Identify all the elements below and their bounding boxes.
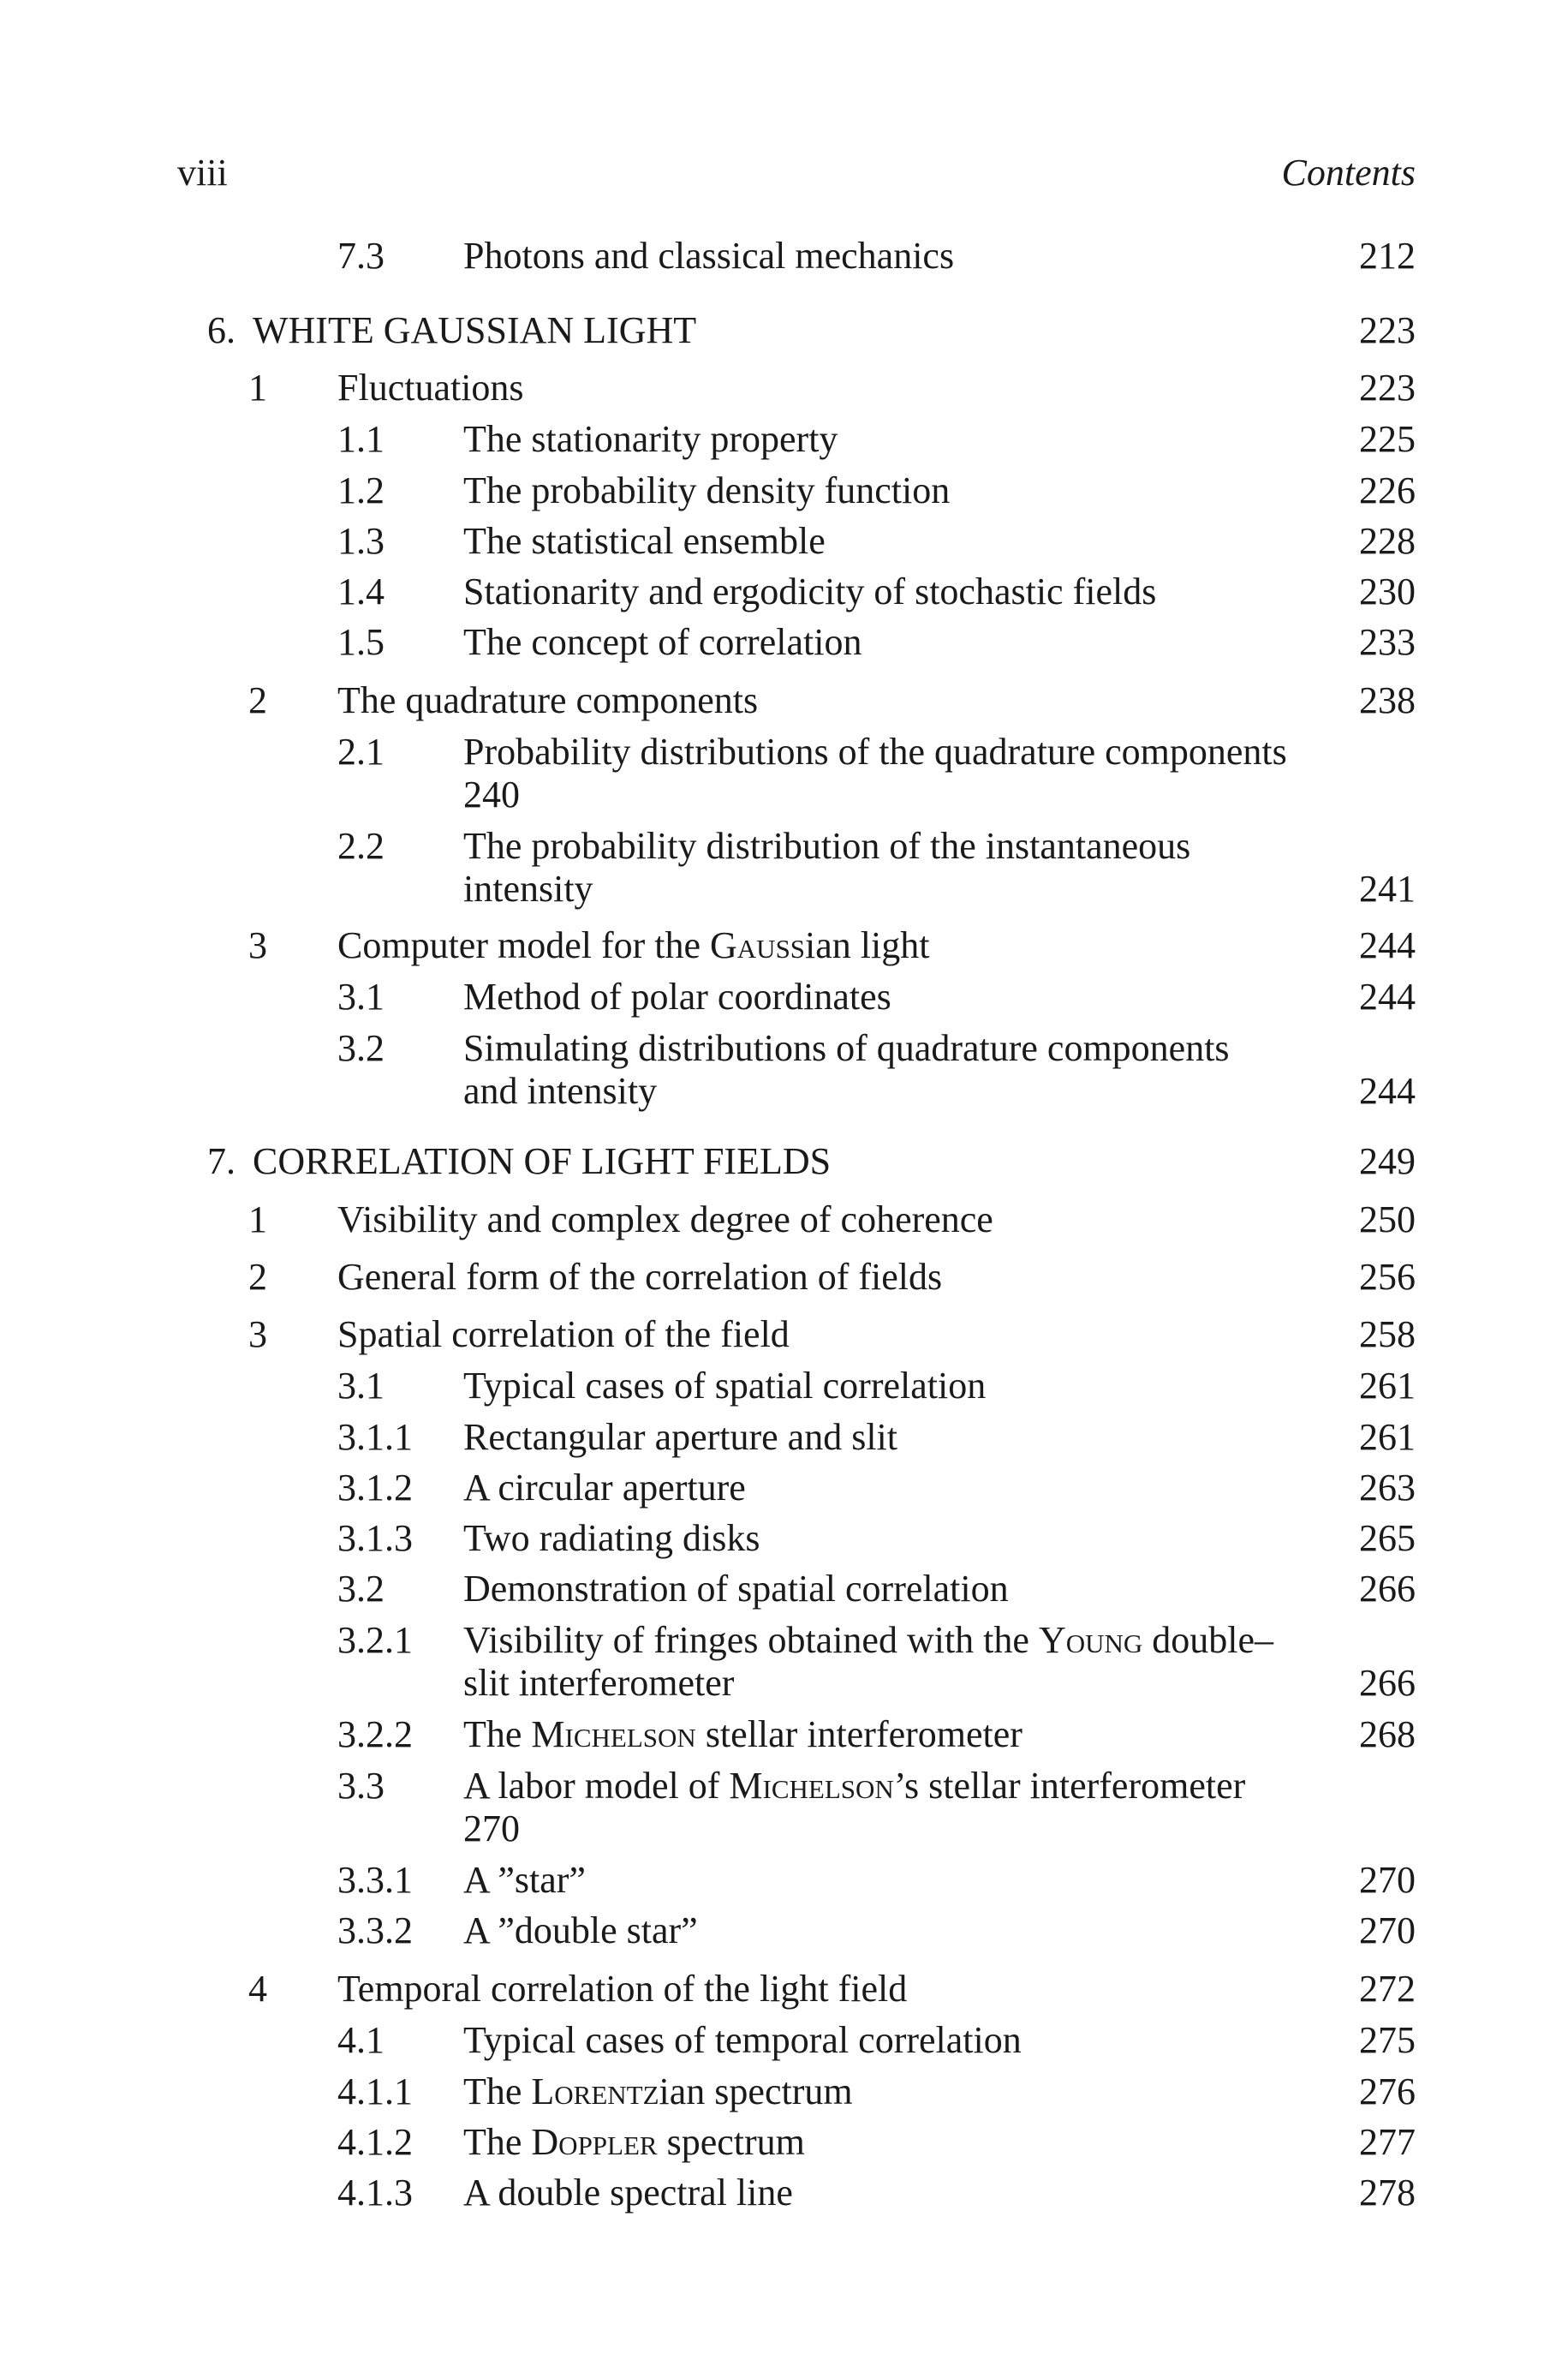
subsection-title: Simulating distributions of quadrature components: [463, 1027, 1230, 1069]
subsection-page: 233: [1359, 621, 1416, 663]
subsubsection-page: 270: [1359, 1909, 1416, 1951]
toc-entry-title: Photons and classical mechanics: [463, 235, 955, 277]
section-page: 244: [1359, 924, 1416, 966]
person-name: Michelson: [729, 1765, 894, 1807]
title-text: Visibility of fringes obtained with the: [463, 1619, 1039, 1661]
section-page: 238: [1359, 679, 1416, 721]
subsubsection-page: 278: [1359, 2172, 1416, 2214]
chapter-title: CORRELATION OF LIGHT FIELDS: [253, 1140, 832, 1182]
title-text: A labor model of: [463, 1765, 730, 1807]
subsection-number: 4.1: [337, 2019, 385, 2061]
subsubsection-title: Rectangular aperture and slit: [463, 1416, 898, 1458]
subsection-number: 3.2: [337, 1568, 385, 1610]
subsubsection-number: 3.3.1: [337, 1859, 413, 1901]
section-number: 4: [248, 1968, 267, 2010]
subsubsection-number: 3.1.3: [337, 1517, 413, 1559]
subsection-number: 3.1: [337, 1365, 385, 1407]
subsubsection-title: [463, 1619, 1274, 1661]
subsubsection-title: A circular aperture: [463, 1467, 746, 1509]
subsubsection-title: [463, 2121, 805, 2163]
subsubsection-title: Two radiating disks: [463, 1517, 760, 1559]
section-page: 258: [1359, 1313, 1416, 1355]
chapter-number: 6.: [207, 309, 235, 351]
subsubsection-number: 3.2.2: [337, 1713, 413, 1755]
person-name: Lorentz: [531, 2070, 659, 2112]
subsection-title: Typical cases of temporal correlation: [463, 2019, 1022, 2061]
section-title: Temporal correlation of the light field: [337, 1968, 908, 2010]
chapter-page: 249: [1359, 1140, 1416, 1182]
subsection-title-continuation: intensity: [463, 868, 593, 910]
person-name: Gauss: [710, 924, 806, 966]
title-text: The: [463, 2070, 532, 2112]
subsubsection-title: A double spectral line: [463, 2172, 793, 2214]
section-title: Spatial correlation of the field: [337, 1313, 790, 1355]
section-page: 272: [1359, 1968, 1416, 2010]
subsection-title: Demonstration of spatial correlation: [463, 1568, 1009, 1610]
running-title: Contents: [1281, 152, 1416, 194]
section-number: 1: [248, 367, 267, 409]
subsubsection-number: 4.1.1: [337, 2070, 413, 2112]
section-title: Fluctuations: [337, 367, 524, 409]
person-name: Young: [1038, 1619, 1143, 1661]
subsubsection-title: A ”star”: [463, 1859, 586, 1901]
page-number: viii: [177, 152, 228, 194]
subsection-page: 275: [1359, 2019, 1416, 2061]
subsubsection-number: 3.1.1: [337, 1416, 413, 1458]
subsection-number: 1.2: [337, 469, 385, 511]
subsubsection-page: 263: [1359, 1467, 1416, 1509]
subsection-page: 226: [1359, 469, 1416, 511]
section-number: 3: [248, 924, 267, 966]
subsection-page: 240: [463, 774, 520, 816]
chapter-number: 7.: [207, 1140, 235, 1182]
title-text: ian spectrum: [659, 2070, 853, 2112]
subsubsection-page: 261: [1359, 1416, 1416, 1458]
section-number: 1: [248, 1198, 267, 1240]
section-page: 223: [1359, 367, 1416, 409]
subsubsection-page: 277: [1359, 2121, 1416, 2163]
subsubsection-page: 276: [1359, 2070, 1416, 2112]
subsubsection-number: 4.1.2: [337, 2121, 413, 2163]
subsubsection-number: 3.2.1: [337, 1619, 413, 1661]
subsection-title: [463, 1767, 1245, 1805]
section-title: Visibility and complex degree of coherence: [337, 1198, 993, 1240]
subsection-title: The stationarity property: [463, 418, 838, 460]
subsection-title: Method of polar coordinates: [463, 976, 891, 1018]
subsection-title: The statistical ensemble: [463, 520, 826, 562]
section-title: General form of the correlation of fields: [337, 1256, 943, 1298]
subsubsection-page: 265: [1359, 1517, 1416, 1559]
section-page: 250: [1359, 1198, 1416, 1240]
subsection-number: 1.5: [337, 621, 385, 663]
subsubsection-page: 270: [1359, 1859, 1416, 1901]
subsection-page: 266: [1359, 1568, 1416, 1610]
title-text: The: [463, 1713, 532, 1755]
subsection-number: 3.3: [337, 1765, 385, 1807]
subsection-page: 244: [1359, 1070, 1416, 1112]
subsubsection-page: 268: [1359, 1713, 1416, 1755]
subsection-title: Probability distributions of the quadrature components: [463, 731, 1287, 773]
chapter-page: 223: [1359, 309, 1416, 351]
section-number: 2: [248, 1256, 267, 1298]
title-text: stellar interferometer: [695, 1713, 1022, 1755]
subsubsection-title-continuation: slit interferometer: [463, 1662, 735, 1704]
subsection-title: The probability density function: [463, 469, 951, 511]
subsection-number: 3.1: [337, 976, 385, 1018]
subsection-title: Stationarity and ergodicity of stochastic fields: [463, 571, 1157, 612]
subsubsection-number: 4.1.3: [337, 2172, 413, 2214]
section-number: 3: [248, 1313, 267, 1355]
subsection-page: 261: [1359, 1365, 1416, 1407]
title-text: ’s stellar interferometer: [893, 1765, 1246, 1807]
title-text: spectrum: [657, 2121, 805, 2163]
title-text: ian light: [805, 924, 930, 966]
subsubsection-page: 266: [1359, 1662, 1416, 1704]
subsection-number: 2.2: [337, 825, 385, 867]
subsection-page: 244: [1359, 976, 1416, 1018]
subsection-title: The probability distribution of the instantaneous: [463, 825, 1191, 867]
section-number: 2: [248, 679, 267, 721]
toc-entry-page: 212: [1359, 235, 1416, 277]
section-page: 256: [1359, 1256, 1416, 1298]
subsection-number: 1.3: [337, 520, 385, 562]
subsection-page: 230: [1359, 571, 1416, 612]
title-text: Computer model for the: [337, 924, 711, 966]
subsection-page: 241: [1359, 868, 1416, 910]
title-text: double–: [1142, 1619, 1274, 1661]
subsubsection-number: 3.1.2: [337, 1467, 413, 1509]
title-text: The: [463, 2121, 532, 2163]
toc-entry-num: 7.3: [337, 235, 385, 277]
person-name: Doppler: [531, 2121, 658, 2163]
subsubsection-number: 3.3.2: [337, 1909, 413, 1951]
subsubsection-title: [463, 1713, 1022, 1755]
chapter-title: WHITE GAUSSIAN LIGHT: [253, 309, 697, 351]
subsection-title: The concept of correlation: [463, 621, 862, 663]
subsection-title-continuation: and intensity: [463, 1070, 658, 1112]
section-title: The quadrature components: [337, 679, 759, 721]
section-title: [337, 924, 930, 966]
subsection-number: 1.1: [337, 418, 385, 460]
subsection-number: 3.2: [337, 1027, 385, 1069]
subsubsection-title: [463, 2070, 853, 2112]
subsubsection-title: A ”double star”: [463, 1909, 698, 1951]
subsection-title: Typical cases of spatial correlation: [463, 1365, 987, 1407]
subsection-page: 270: [463, 1807, 520, 1849]
subsection-page: 225: [1359, 418, 1416, 460]
subsection-number: 1.4: [337, 571, 385, 612]
subsection-number: 2.1: [337, 731, 385, 773]
subsection-page: 228: [1359, 520, 1416, 562]
person-name: Michelson: [531, 1713, 696, 1755]
